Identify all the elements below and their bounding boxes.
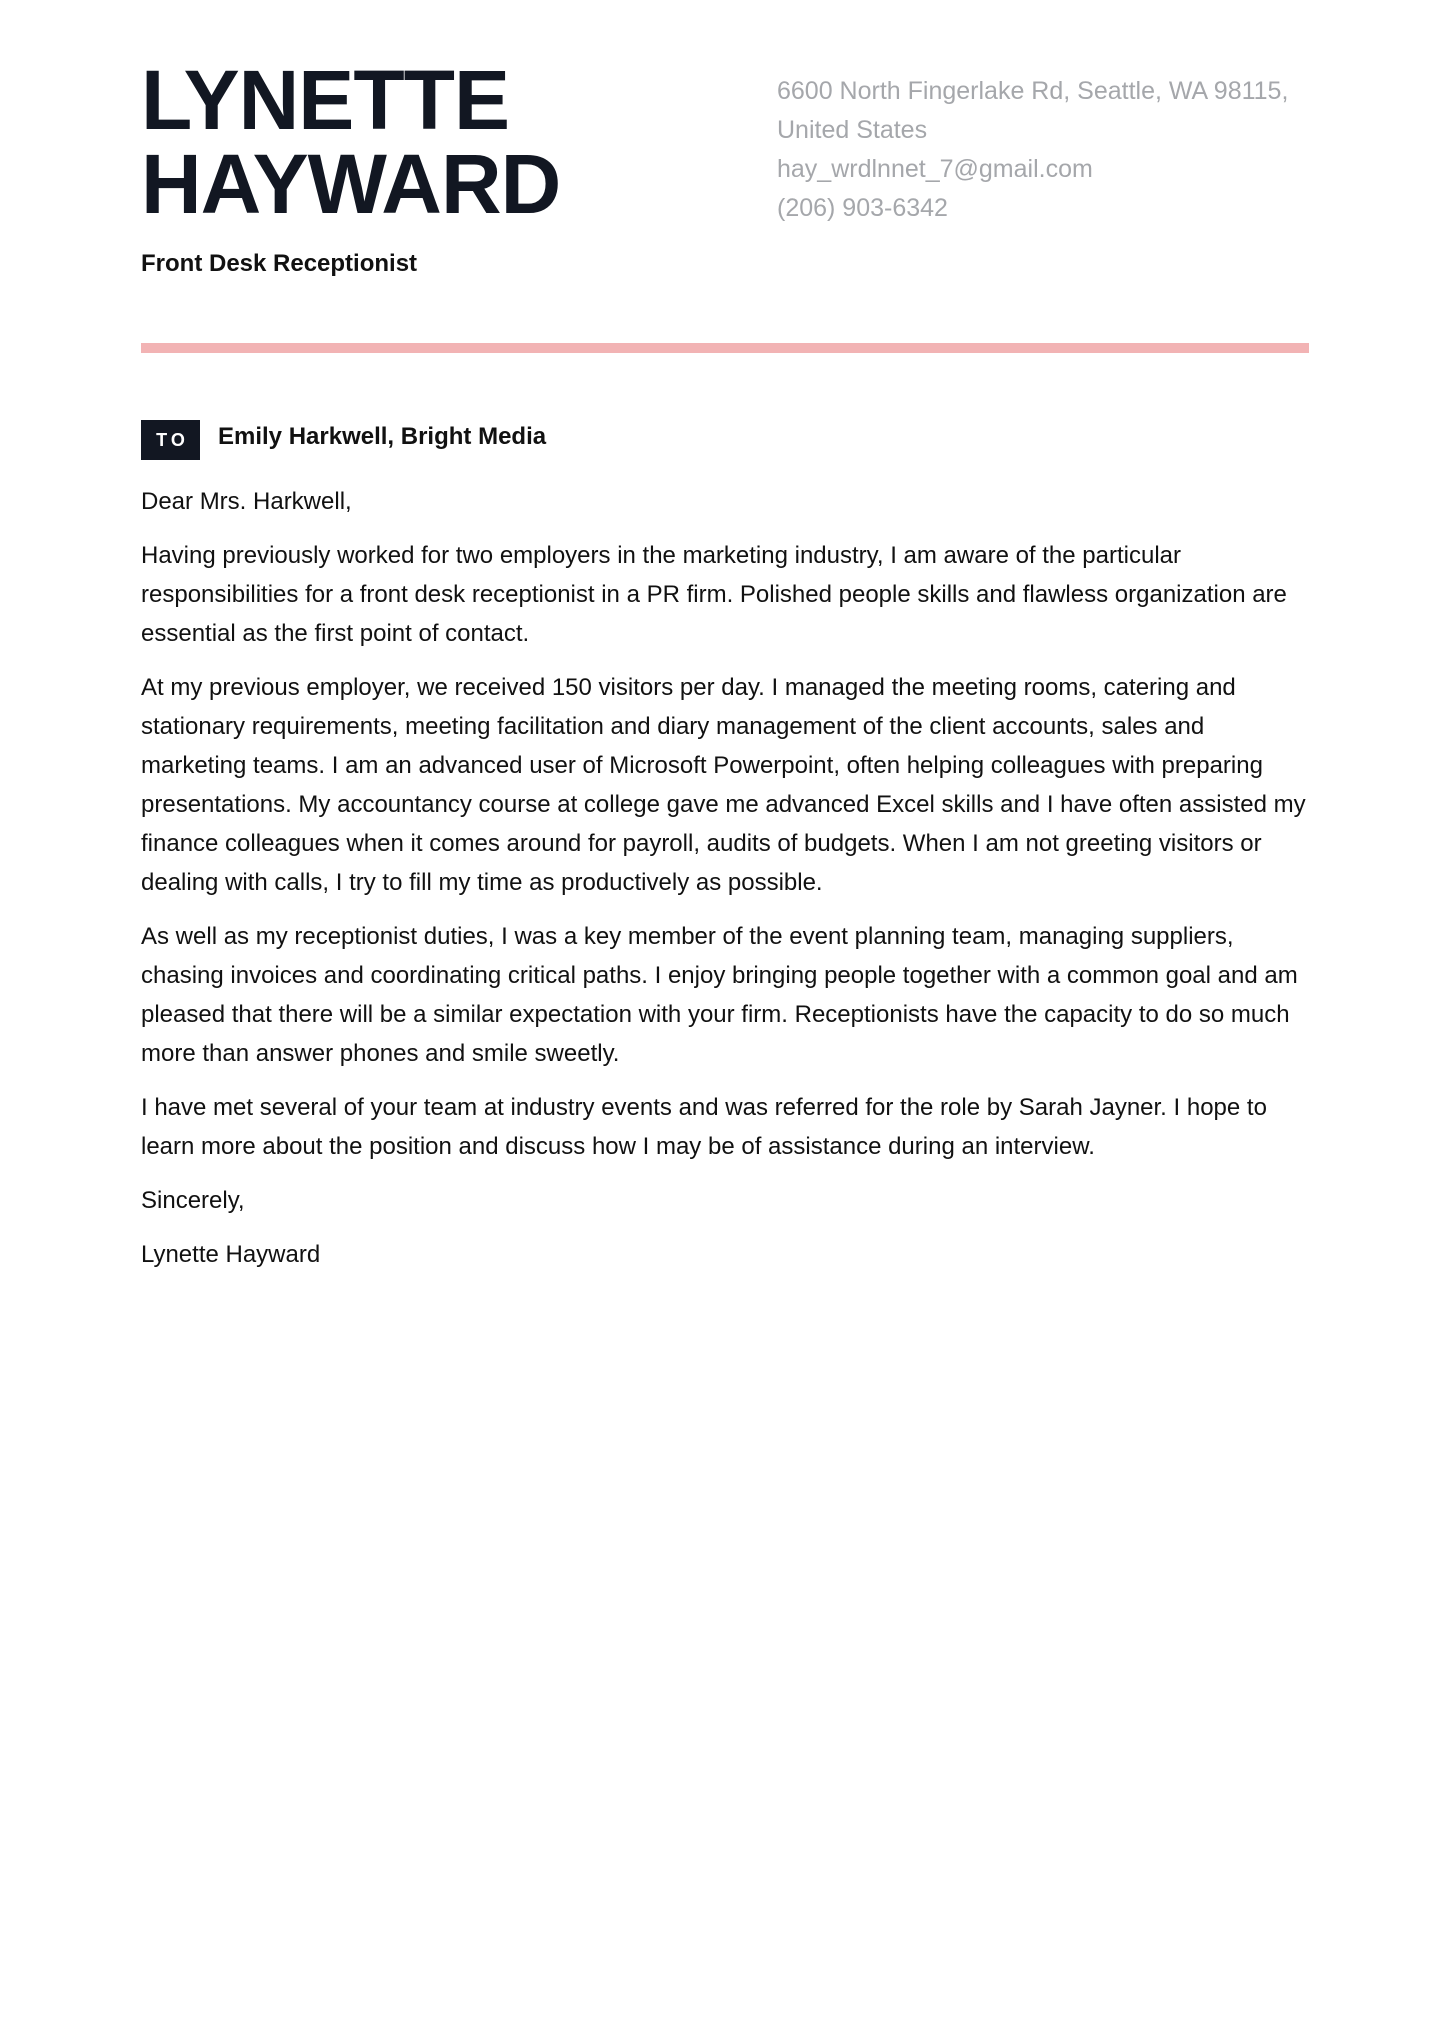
address-line-1: 6600 North Fingerlake Rd, Seattle, WA 98115, — [777, 77, 1289, 105]
applicant-name — [141, 53, 561, 231]
accent-divider — [141, 343, 1309, 353]
recipient-name: Emily Harkwell, Bright Media — [218, 423, 547, 450]
applicant-last-name: HAYWARD — [141, 137, 561, 231]
job-title: Front Desk Receptionist — [141, 250, 418, 277]
email-address: hay_wrdlnnet_7@gmail.com — [777, 155, 1093, 183]
paragraph-2: At my previous employer, we received 150 visitors per day. I managed the meeting rooms, catering and stationary requirements, meeting facilitation and diary management of the client accounts, sales and marketing teams. I am an advanced user of Microsoft Powerpoint, often helping colleagues with preparing presentations. My accountancy course at college gave me advanced Excel skills and I have often assisted my finance colleagues when it comes around for payroll, audits of budgets. When I am not greeting visitors or dealing with calls, I try to fill my time as productively as possible. — [141, 674, 1306, 896]
paragraph-3: As well as my receptionist duties, I was a key member of the event planning team, managing suppliers, chasing invoices and coordinating critical paths. I enjoy bringing people together with a common goal and am pleased that there will be a similar expectation with your firm. Receptionists have the capacity to do so much more than answer phones and smile sweetly. — [141, 923, 1298, 1067]
signature: Lynette Hayward — [141, 1241, 321, 1268]
paragraph-4: I have met several of your team at industry events and was referred for the role by Sarah Jayner. I hope to learn more about the position and discuss how I may be of assistance during an interview. — [141, 1094, 1267, 1160]
phone-number: (206) 903-6342 — [777, 194, 948, 222]
address-line-2: United States — [777, 116, 928, 144]
letter-body — [141, 482, 1311, 1289]
to-badge: TO — [141, 420, 200, 460]
paragraph-1: Having previously worked for two employers in the marketing industry, I am aware of the particular responsibilities for a front desk receptionist in a PR firm. Polished people skills and flawless organization are essential as the first point of contact. — [141, 542, 1287, 647]
applicant-first-name: LYNETTE — [141, 53, 509, 147]
closing: Sincerely, — [141, 1187, 245, 1214]
salutation: Dear Mrs. Harkwell, — [141, 488, 352, 515]
contact-block — [777, 72, 1337, 228]
recipient-row — [141, 420, 546, 460]
